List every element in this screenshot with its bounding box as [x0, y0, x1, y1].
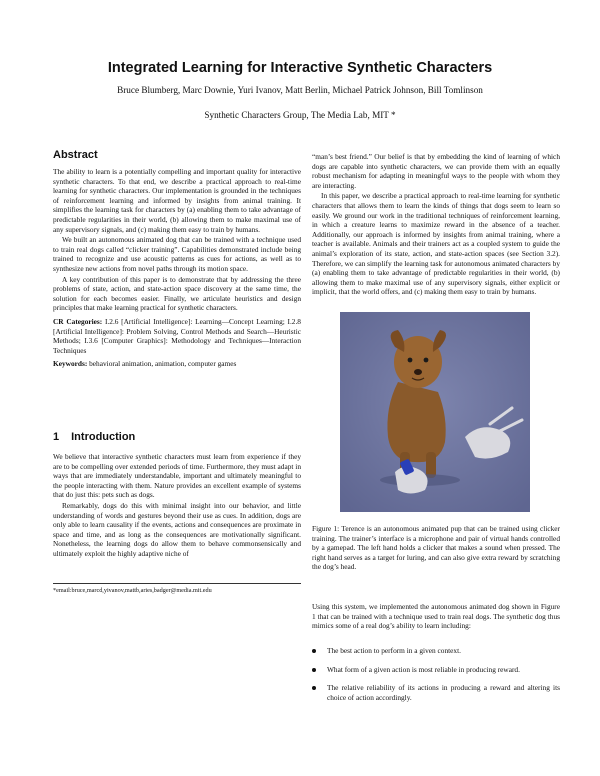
- keywords-label: Keywords:: [53, 359, 88, 369]
- intro-heading: [53, 431, 135, 443]
- intro-paragraph-1: We believe that interactive synthetic characters must learn from experience if they are to be compelling over extended periods of time. Furthermore, they must adapt in ways that are immediately understandable, important and ultimately meaningful to the people interacting with them. Nature provides an excellent example of systems that do just this: pets such as dogs.: [53, 452, 301, 500]
- list-item-text: The best action to perform in a given context.: [327, 646, 461, 655]
- list-item: [312, 665, 560, 675]
- intro-paragraph-2: Remarkably, dogs do this with minimal insight into our behavior, and little understanding of words and gestures beyond their use as cues. In addition, dogs are only able to learn causality if the events, actions and consequences are proximate in space and time, and as long as the consequences are motivationally significant. Nonetheless, the learning dogs do allow them to behave commonsensically and ultimately exploit the highly adaptive niche of: [53, 500, 301, 558]
- right-paragraph-2: In this paper, we describe a practical approach to real-time learning for synthetic characters that allows them to learn the kinds of things that dogs seem to learn so easily. We ground our work in the traditional techniques of reinforcement learning, in which a creature learns to maximize reward in the absence of a teacher. Additionally, our approach is informed by insights from animal training, where a teacher is available. Animals and their trainers act as a coupled system to guide the animal’s exploration of its state, action, and state-action spaces (see Section 3.2). Therefore, we can simplify the learning task for autonomous animated characters by (a) enabling them to take advantage of predictable regularities in their world, (b) allowing them to make maximal use of any supervisory signals, either explicit or implicit, that the world offers, and (c) making them easy to train by humans.: [312, 191, 560, 297]
- dog-illustration: [340, 312, 530, 512]
- cr-categories-text: I.2.6 [Artificial Intelligence]: Learning—Concept Learning; I.2.8 [Artificial Intelligence]: Problem Solving, Control Methods and Search—Heuristic Methods; I.3.6 [Computer Graphics]: Methodology and Techniques—Interaction Techniques: [53, 316, 301, 355]
- abstract-heading: Abstract: [53, 149, 98, 161]
- intro-heading-text: Introduction: [71, 431, 136, 443]
- abstract-paragraph-3: A key contribution of this paper is to demonstrate that by addressing the three problems of state, action, and state-action space discovery at the same time, the solution for each becomes easier. Finally, we articulate heuristics and design principles that make learning practical for synthetic characters.: [53, 274, 301, 313]
- list-item: [312, 683, 560, 702]
- intro-section-number: 1: [53, 431, 60, 443]
- keywords-text: behavioral animation, animation, computer games: [89, 359, 237, 369]
- figure-1-caption: Figure 1: Terence is an autonomous animated pup that can be trained using clicker training. The trainer’s interface is a microphone and pair of virtual hands controlled by a gamepad. The left hand holds a clicker that makes a sound when pressed. The right hand serves as a target for luring, and can also give extra reward by scratching the dog’s head.: [312, 524, 560, 572]
- bullet-icon: [312, 668, 316, 672]
- footnote: [53, 583, 301, 595]
- abstract-paragraph-1: The ability to learn is a potentially compelling and important quality for interactive synthetic characters. To that end, we describe a practical approach to real-time learning for synthetic characters. Our implementation is grounded in the techniques of reinforcement learning and informed by insights from animal training. It simplifies the learning task for characters by (a) enabling them to take advantage of predictable regularities in their world, (b) allowing them to make maximal use of any supervisory signals, and (c) making them easy to train by humans.: [53, 167, 301, 234]
- bullet-icon: [312, 686, 316, 690]
- abstract-body: [53, 167, 301, 370]
- right-paragraph-1: “man’s best friend.” Our belief is that by embedding the kind of learning of which dogs are capable into synthetic characters, we can provide them with an equally robust mechanism for adapting in meaningful ways to the people with whom they are interacting.: [312, 152, 560, 190]
- dog-front-right-leg: [426, 452, 436, 478]
- right-paragraph-3: Using this system, we implemented the autonomous animated dog shown in Figure 1 that can be trained with a technique used to train real dogs. The synthetic dog thus mimics some of a real dog’s ability to learn including:: [312, 602, 560, 631]
- paper-title: Integrated Learning for Interactive Synthetic Characters: [107, 60, 493, 76]
- footnote-email: *email:bruce,marcd,yivanov,mattb,aries,badger@media.mit.edu: [53, 587, 212, 594]
- capability-list: [312, 646, 560, 711]
- figure-1-image: [340, 312, 530, 512]
- abstract-paragraph-2: We built an autonomous animated dog that can be trained with a technique used to train real dogs called “clicker training”. Capabilities demonstrated include being trained to recognize and use acoustic patterns as cues for actions, as well as to synthesize new actions from novel paths through its motion space.: [53, 235, 301, 273]
- keywords: [53, 359, 301, 369]
- affiliation: Synthetic Characters Group, The Media Lab, MIT *: [204, 110, 396, 120]
- right-column-text: [312, 152, 560, 298]
- list-item: [312, 646, 560, 656]
- cr-categories: [53, 317, 301, 355]
- bullet-icon: [312, 649, 316, 653]
- dog-body: [387, 382, 445, 462]
- list-item-text: The relative reliability of its actions in producing a reward and altering its choice of action accordingly.: [327, 683, 560, 702]
- list-item-text: What form of a given action is most reliable in producing reward.: [327, 664, 520, 674]
- dog-nose: [414, 369, 422, 375]
- dog-right-eye: [424, 358, 429, 363]
- author-list: Bruce Blumberg, Marc Downie, Yuri Ivanov, Matt Berlin, Michael Patrick Johnson, Bill Tomlinson: [117, 85, 483, 95]
- intro-body: [53, 452, 301, 560]
- dog-left-eye: [408, 358, 413, 363]
- cr-categories-label: CR Categories:: [53, 316, 103, 326]
